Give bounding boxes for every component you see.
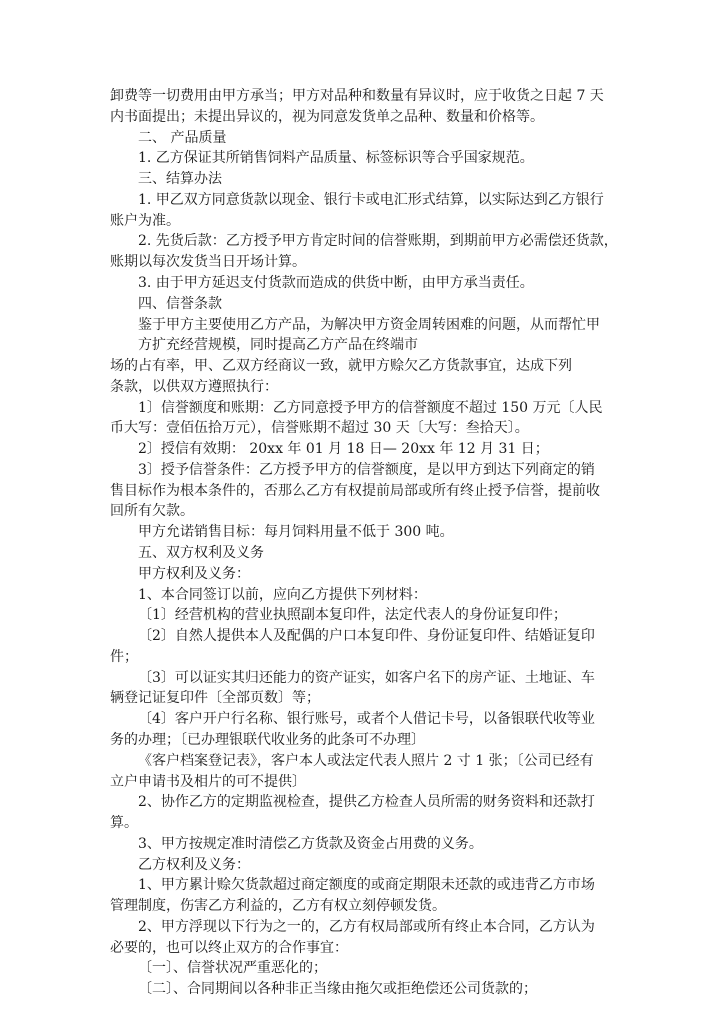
text-line: 1、甲方累计赊欠货款超过商定额度的或商定期限未还款的或违背乙方市场 bbox=[138, 877, 595, 894]
text-line: 账户为准。 bbox=[110, 212, 180, 229]
text-line: 务的办理；〔已办理银联代收业务的此条可不办理〕 bbox=[110, 731, 425, 748]
text-line: 鉴于甲方主要使用乙方产品，为解决甲方资金周转困难的问题，从而帮忙甲 bbox=[138, 316, 600, 333]
text-line: 《客户档案登记表》，客户本人或法定代表人照片 2 寸 1 张；〔公司已经有 bbox=[138, 752, 594, 769]
text-line: 回所有欠款。 bbox=[110, 503, 194, 520]
text-line: 辆登记证复印件〔全部页数〕等； bbox=[110, 690, 320, 707]
text-line: 〔1〕经营机构的营业执照副本复印件，法定代表人的身份证复印件； bbox=[138, 607, 567, 624]
text-line: 2、协作乙方的定期监视检查，提供乙方检查人员所需的财务资料和还款打 bbox=[138, 794, 595, 811]
text-line: 1. 乙方保证其所销售饲料产品质量、标签标识等合乎国家规范。 bbox=[138, 150, 534, 167]
text-line: 〔二〕、合同期间以各种非正当缘由拖欠或拒绝偿还公司货款的； bbox=[138, 981, 537, 998]
section-heading: 二、 产品质量 bbox=[138, 129, 227, 146]
section-heading: 四、信誉条款 bbox=[138, 295, 222, 312]
section-heading: 五、双方权利及义务 bbox=[138, 545, 264, 561]
text-line: 售目标作为根本条件的，否那么乙方有权提前局部或所有终止授予信誉，提前收 bbox=[110, 482, 600, 499]
text-line: 乙方权利及义务： bbox=[138, 856, 250, 873]
text-line: 场的占有率，甲、乙双方经商议一致，就甲方赊欠乙方货款事宜，达成下列 bbox=[110, 358, 572, 375]
text-line: 1〕信誉额度和账期：乙方同意授予甲方的信誉额度不超过 150 万元〔人民 bbox=[138, 399, 603, 416]
text-line: 1. 甲乙双方同意货款以现金、银行卡或电汇形式结算，以实际达到乙方银行 bbox=[138, 191, 604, 208]
section-heading: 三、结算办法 bbox=[138, 171, 222, 188]
text-line: 管理制度，伤害乙方利益的，乙方有权立刻停顿发货。 bbox=[110, 898, 446, 915]
text-line: 甲方权利及义务： bbox=[138, 565, 250, 582]
text-line: 甲方允诺销售目标：每月饲料用量不低于 300 吨。 bbox=[138, 524, 454, 541]
text-line: 算。 bbox=[110, 815, 138, 832]
text-line: 方扩充经营规模，同时提高乙方产品在终端市 bbox=[138, 337, 418, 354]
text-line: 必要的，也可以终止双方的合作事宜： bbox=[110, 939, 348, 956]
text-line: 币大写：壹佰伍拾万元），信誉账期不超过 30 天〔大写：叁拾天〕。 bbox=[110, 420, 529, 437]
text-line: 〔一〕、信誉状况严重恶化的； bbox=[138, 960, 327, 977]
text-line: 2〕授信有效期： 20xx 年 01 月 18 日— 20xx 年 12 月 31 日； bbox=[138, 441, 549, 458]
text-line: 条款，以供双方遵照执行： bbox=[110, 378, 278, 395]
text-line: 〔2〕自然人提供本人及配偶的户口本复印件、身份证复印件、结婚证复印 bbox=[138, 628, 595, 645]
text-line: 〔4〕客户开户行名称、银行账号，或者个人借记卡号，以备银联代收等业 bbox=[138, 711, 595, 728]
text-line: 2. 先货后款：乙方授予甲方肯定时间的信誉账期，到期前甲方必需偿还货款， bbox=[138, 233, 618, 250]
text-line: 2、甲方浮现以下行为之一的，乙方有权局部或所有终止本合同，乙方认为 bbox=[138, 918, 595, 935]
text-line: 3〕授予信誉条件：乙方授予甲方的信誉额度，是以甲方到达下列商定的销 bbox=[138, 461, 595, 478]
text-line: 3、甲方按规定准时清偿乙方货款及资金占用费的义务。 bbox=[138, 835, 483, 852]
text-line: 内书面提出；未提出异议的，视为同意发货单之品种、数量和价格等。 bbox=[110, 108, 544, 125]
text-line: 立户申请书及相片的可不提供〕 bbox=[110, 773, 306, 790]
text-line: 3. 由于甲方延迟支付货款而造成的供货中断，由甲方承当责任。 bbox=[138, 274, 534, 291]
text-line: 件； bbox=[110, 648, 138, 665]
text-line: 账期以每次发货当日开场计算。 bbox=[110, 254, 306, 271]
text-line: 卸费等一切费用由甲方承当；甲方对品种和数量有异议时，应于收货之日起 7 天 bbox=[110, 88, 604, 104]
text-line: 〔3〕可以证实其归还能力的资产证实，如客户名下的房产证、土地证、车 bbox=[138, 669, 595, 686]
text-line: 1、本合同签订以前，应向乙方提供下列材料： bbox=[138, 586, 427, 603]
